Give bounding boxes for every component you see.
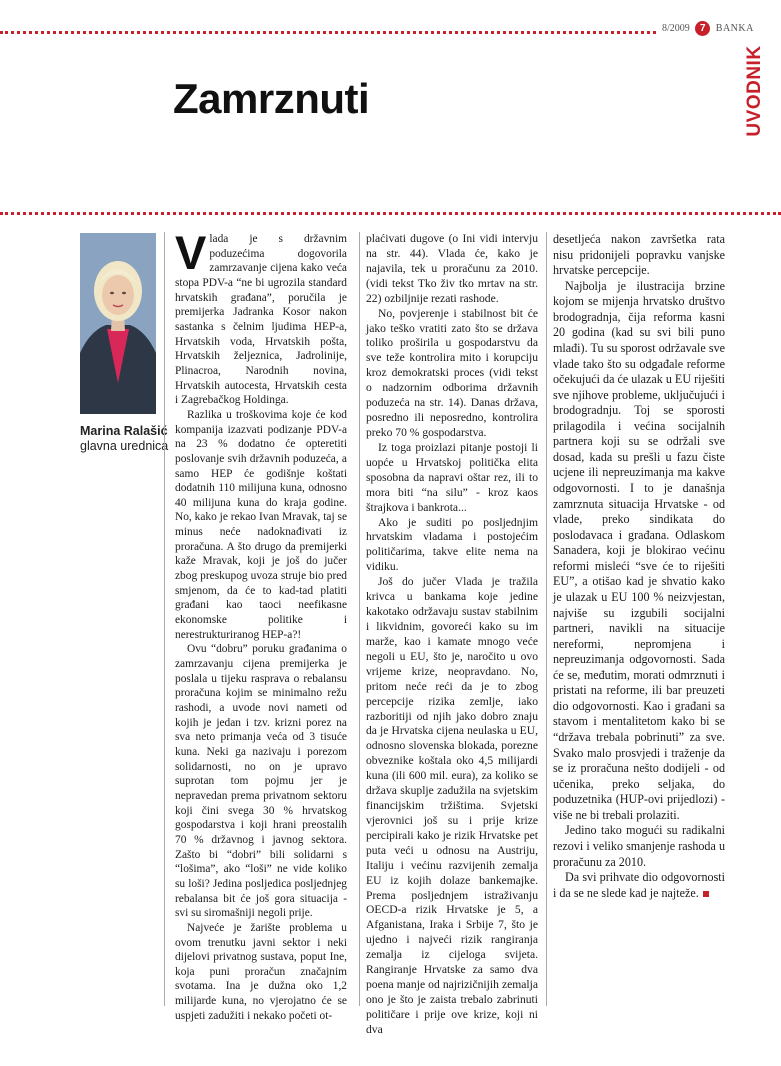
paragraph: desetljeća nakon završetka rata nisu pridonijeli popravku vanjske hrvatske percepcije. bbox=[553, 232, 725, 278]
author-portrait-image bbox=[80, 233, 156, 414]
column-rule-3 bbox=[546, 232, 547, 1006]
paragraph: plaćivati dugove (o Ini vidi intervju na str. 44). Vlada će, kako je najavila, tek u proračunu za 2010. (vidi tekst Tko živ tko mrtav na str. 22) ozbiljnije rezati rashode. bbox=[366, 232, 538, 305]
paragraph: No, povjerenje i stabilnost bit će jako teško vratiti zato što se država toliko proširila u gospodarstvu da sve teže kontrolira mito i korupciju kroz demokratski proces (vidi tekst o nadzornim odborima državnih poduzeća na str. 14). Danas država, posredno ili neposredno, kontrolira preko 70 % gospodarstva. bbox=[366, 306, 538, 439]
paragraph: Da svi prihvate dio odgovornosti i da se ne slede kad je najteže. bbox=[553, 870, 725, 900]
paragraph: Ovu “dobru” poruku građanima o zamrzavanju cijena premijerka je poslala u tijeku rasprava o rebalansu proračuna kojim se minimalno režu rashodi, a uvode novi nameti od kojih je jedan i tzv. krizni porez na sva neto primanja veća od 3 tisuće kuna. Neki ga nazivaju i porezom solidarnosti, no on je upravo suprotan tom pojmu jer je nepravedan prema privatnom sektoru koji čini svega 30 % hrvatskog gospodarstva i koji hrani preostalih 70 % državnog i javnog sektora. Zašto bi “dobri” bili solidarni s “lošima”, ako “loši” ne vide koliko su loši? Jedina posljedica posljednjeg rebalansa bit će još gora situacija - svi su siromašniji negoli prije. bbox=[175, 643, 347, 920]
text-column-1 bbox=[175, 226, 347, 1023]
paragraph: Najveće je žarište problema u ovom trenutku javni sektor i neki dijelovi privatnog sustava, poput Ine, koja puni proračun značajnim svotama. Ina je dužna oko 1,2 milijarde kuna, no vjerojatno će se uspjeti zadužiti i nekako početi ot- bbox=[175, 921, 347, 1022]
magazine-name: BANKA bbox=[715, 22, 754, 34]
issue-info bbox=[662, 21, 754, 36]
text-column-2 bbox=[366, 232, 538, 1038]
end-mark bbox=[703, 891, 709, 897]
page-number-badge: 7 bbox=[695, 21, 710, 36]
column-rule-2 bbox=[359, 232, 360, 1006]
text-column-3 bbox=[553, 232, 725, 901]
author-byline bbox=[80, 424, 168, 454]
section-label bbox=[742, 38, 768, 144]
paragraph: Jedino tako mogući su radikalni rezovi i veliko smanjenje rashoda u proračunu za 2010. bbox=[553, 823, 725, 869]
issue-number: 8/2009 bbox=[662, 22, 690, 34]
column-rule-1 bbox=[164, 232, 165, 1006]
paragraph: Iz toga proizlazi pitanje postoji li uopće u Hrvatskoj politička elita sposobna da napravi oštar rez, ili to mora biti “na silu” - kroz kaos štrajkova i bankrota... bbox=[366, 440, 538, 514]
paragraph: Najbolja je ilustracija brzine kojom se mijenja hrvatsko društvo brodogradnja, čija reforma kasni 20 godina (kad su svi bili puno mlađi). Tu su sporost održavale sve vlade tako što su odgađale reforme očekujući da će ulazak u EU riješiti sve njihove probleme, uključujući i brodogradnju. Toj se sporosti prilagodila i većina socijalnih partnera koji su se održali sve dosad, kada su prešli u fazu čiste ucjene ili nepreuzimanja ma kakve odgovornosti. I to je današnja zamrznuta situacija Hrvatske - od vlade, preko sindikata do poslodavaca i građana. Odlaskom Sanadera, koji je blokirao većinu reformi misleći “sve će to riješiti EU”, a otišao kad je shvatio kako je ulazak u EU 100 % neizvjestan, najviše su izgubili socijalni partneri, navikli na situacije nereformi, nepromjena i nepreuzimanja odgovornosti. Sada će se, međutim, morati odmrznuti i pristati na reforme, ili bar preuzeti dio odgovornosti. Kao i građani sa stavom i mentalitetom kako bi se “država trebala pobrinuti” za sve. Svako malo prosvjedi i traženje da se iz proračuna nešto dodijeli - od učenika, preko seljaka, do poduzetnika (HUP-ovi prijedlozi) - više ne bi trebali prolaziti. bbox=[553, 278, 725, 822]
author-role: glavna urednica bbox=[80, 439, 169, 453]
paragraph: Ako je suditi po posljednjim hrvatskim vladama i postojećim političarima, takve elite nema na vidiku. bbox=[366, 515, 538, 574]
section-label-text: UVODNIK bbox=[744, 45, 765, 137]
author-photo bbox=[80, 233, 156, 414]
paragraph: lada je s državnim poduzećima dogovorila zamrzavanje cijena kako veća stopa PDV-a “ne bi ugrozila standard hrvatskih građana”, poručila je premijerka Jadranka Kosor nakon sastanka s čelnim ljudima HEP-a, Hrvatskih voda, Hrvatskih pošta, Hrvatskih željeznica, Jadrolinije, Plinacroa, Narodnih novina, Hrvatskih autocesta, Hrvatskih cesta i Zagrebačkog Holdinga. bbox=[175, 233, 347, 407]
drop-cap: V bbox=[175, 226, 207, 279]
article-title: Zamrznuti bbox=[173, 75, 370, 122]
top-dotted-rule bbox=[0, 31, 656, 34]
author-name: Marina Ralašić bbox=[80, 424, 168, 438]
header-dotted-rule bbox=[0, 212, 781, 215]
paragraph: Razlika u troškovima koje će kod kompanija izazvati podizanje PDV-a na 23 % dodatno će opteretiti poslovanje svih državnih poduzeća, a samo HEP će godišnje koštati dodatnih 110 milijuna kuna, odnosno 40 milijuna kuna do kraja godine. No, kako je rekao Ivan Mravak, taj se minus neće nadoknađivati iz proračuna. A što drugo da premijerki kaže Mravak, koji je još do jučer zbog preskupog uvoza struje bio pred smjenom, da će to kad-tad platiti građani kao taoci neefikasne ekonomske politike i nerestrukturiranog HEP-a?! bbox=[175, 408, 347, 641]
paragraph: Još do jučer Vlada je tražila krivca u bankama koje jedine kakotako održavaju sustav stabilnim i likvidnim, govoreći kako su im marže, kao i kamate mnogo veće negoli u EU, što je, naročito u ovo vrijeme krize, neopravdano. No, pritom neće reći da je to zbog percepcije rizika zemlje, iako razboritiji od njih jako dobro znaju da je Hrvatska cijena neulaska u EU, odnosno slovenska blokada, porezne obveznike koštala oko 4,5 milijardi kuna (ili 600 mil. eura), za koliko se država skuplje zadužila na svjetskim financijskim tržištima. Svjetski vjerovnici još su i prije krize percipirali kako je rizik Hrvatske pet puta veći u odnosu na Austriju, Italiju i većinu razvijenih zemalja EU iz kojih dolaze bankemajke. Prema posljednjem istraživanju OECD-a rizik Hrvatske je 5, a Afganistana, Iraka i Srbije 7, što je ujedno i najveći rizik rangiranja zemalja iz cijeloga svijeta. Rangiranje Hrvatske za samo dva poena manje od najrizičnijih zemalja ono je što je zaista trebalo zabrinuti političare i prije ove krize, koji ni dva bbox=[366, 575, 538, 1036]
